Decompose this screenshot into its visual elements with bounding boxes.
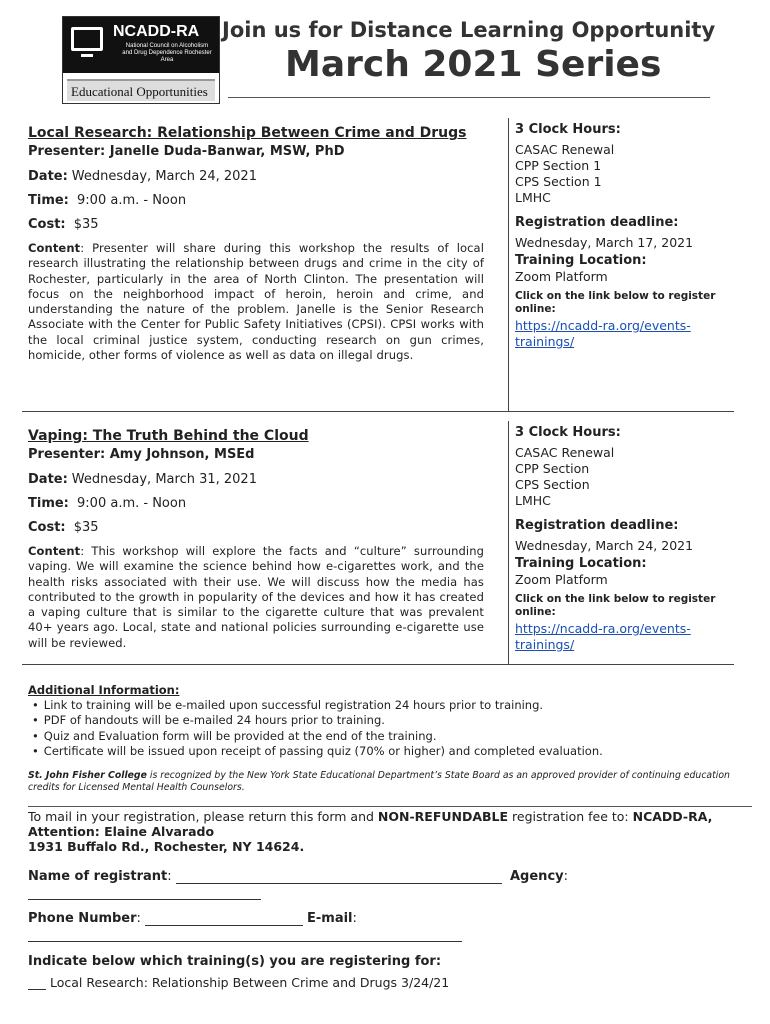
registrant-name-field: Name of registrant: [28,869,502,884]
phone-label: Phone Number [28,911,137,926]
location-label: Training Location: [515,253,647,268]
credit-item: LMHC [515,190,551,205]
content-text: : Presenter will share during this workshop the results of local research illustrating the relationship between drugs and crime in the city of Rochester, particularly in the area of North Clinton. The presentation will focus on the neighborhood impact of heroin, heroin and crime, and understanding the nature of the problem. Janelle is the Senior Research Associate with the Center for Public Safety Initiatives (CPSI). CPSI works with the local criminal justice system, conducting research on gun crimes, homicide, other forms of violence as well as data on illegal drugs. [28,241,484,363]
email-input-line-wrap [28,927,462,942]
deadline-label: Registration deadline: [515,215,679,230]
additional-heading: Additional Information: [28,683,180,697]
session-vaping [22,421,734,665]
cost-label: Cost: [28,217,66,232]
monitor-stand-icon [81,51,93,57]
session-presenter: Presenter: Amy Johnson, MSEd [28,447,255,462]
header-subtitle: Join us for Distance Learning Opportunity [222,18,716,42]
credit-item: CPS Section 1 [515,174,602,189]
credit-item: CPP Section 1 [515,158,602,173]
register-instruction: Click on the link below to register online: [515,290,716,315]
accreditation-note [28,770,740,794]
email-input-line[interactable] [28,928,462,942]
non-refundable: NON-REFUNDABLE [377,809,509,824]
training-choice [28,975,449,990]
logo-title: NCADD-RA [113,23,200,40]
agency-field: Agency: [510,869,569,884]
email-field: E-mail: [307,911,357,926]
content-text: : This workshop will explore the facts and “culture” surrounding vaping. We will examine the science behind how e-cigarettes work, and the health risks associated with their use. We will discuss how the media has contributed to the growth in popularity of the devices and how it has created a vaping culture that is similar to the cigarette culture that was prevalent 40+ years ago. Local, state and national policies surrounding e-cigarette use will be reviewed. [28,544,484,650]
credit-item: CPP Section [515,461,590,476]
session-time: 9:00 a.m. - Noon [77,496,187,511]
phone-input-line[interactable] [145,912,303,926]
session-presenter: Presenter: Janelle Duda-Banwar, MSW, PhD [28,144,345,159]
session-date: Wednesday, March 31, 2021 [71,472,257,487]
session-cost: $35 [73,217,99,232]
name-label: Name of registrant [28,869,168,884]
info-item: • PDF of handouts will be e-mailed 24 hours prior to training. [32,713,740,728]
session-crime-drugs [22,118,734,412]
deadline-date: Wednesday, March 24, 2021 [515,538,694,553]
choice-checkline[interactable] [28,978,46,990]
register-link[interactable]: https://ncadd-ra.org/events-trainings/ [515,621,691,652]
session-title: Vaping: The Truth Behind the Cloud [28,428,309,444]
logo-tagline: Educational Opportunities [67,79,215,101]
content-label: Content [28,544,81,558]
logo-banner [63,17,219,73]
column-divider [508,421,509,664]
accreditation-text: is recognized by the New York State Educational Department’s State Board as an approved provider of continuing education credits for Licensed Mental Health Counselors. [28,770,730,793]
page-title: March 2021 Series [285,44,662,85]
location-value: Zoom Platform [515,572,608,587]
monitor-icon [71,27,103,51]
credit-item: CPS Section [515,477,590,492]
info-item: • Certificate will be issued upon receipt of passing quiz (70% or higher) and completed evaluation. [32,744,740,759]
ncadd-logo [62,16,220,104]
session-content [28,544,484,651]
column-divider [508,118,509,411]
mail-intro: To mail in your registration, please return this form and [28,809,378,824]
clock-hours-label: 3 Clock Hours: [515,425,621,440]
session-date: Wednesday, March 24, 2021 [71,169,257,184]
phone-field: Phone Number: [28,911,303,926]
agency-input-line-wrap [28,885,261,900]
credit-item: CASAC Renewal [515,445,615,460]
logo-subtitle: National Council on Alcoholism and Drug Dependence Rochester Area [122,43,212,63]
register-link[interactable]: https://ncadd-ra.org/events-trainings/ [515,318,691,349]
indicate-trainings: Indicate below which training(s) you are registering for: [28,954,442,969]
mail-instructions [28,809,748,854]
mail-attention: Attention: Elaine Alvarado [28,824,215,839]
date-label: Date: [28,169,68,184]
email-label: E-mail [307,911,353,926]
cost-label: Cost: [28,520,66,535]
location-value: Zoom Platform [515,269,608,284]
time-label: Time: [28,496,69,511]
session-time: 9:00 a.m. - Noon [77,193,187,208]
agency-input-line[interactable] [28,886,261,900]
additional-info [28,683,740,759]
mail-org: NCADD-RA, [632,809,713,824]
choice-label: Local Research: Relationship Between Crime and Drugs 3/24/21 [49,975,450,990]
session-cost: $35 [73,520,99,535]
deadline-label: Registration deadline: [515,518,679,533]
mail-middle: registration fee to: [508,809,633,824]
mail-address: 1931 Buffalo Rd., Rochester, NY 14624. [28,839,305,854]
deadline-date: Wednesday, March 17, 2021 [515,235,694,250]
session-content [28,241,484,363]
clock-hours-label: 3 Clock Hours: [515,122,621,137]
content-label: Content [28,241,81,255]
name-input-line[interactable] [176,870,502,884]
section-divider [28,806,752,807]
date-label: Date: [28,472,68,487]
credit-item: CASAC Renewal [515,142,615,157]
info-item: • Link to training will be e-mailed upon successful registration 24 hours prior to training. [32,698,740,713]
session-title: Local Research: Relationship Between Crime and Drugs [28,125,467,141]
college-name: St. John Fisher College [28,770,147,781]
register-instruction: Click on the link below to register online: [515,593,716,618]
time-label: Time: [28,193,69,208]
credit-item: LMHC [515,493,551,508]
location-label: Training Location: [515,556,647,571]
header-divider [228,97,710,98]
info-item: • Quiz and Evaluation form will be provided at the end of the training. [32,729,740,744]
agency-label: Agency [510,869,564,884]
